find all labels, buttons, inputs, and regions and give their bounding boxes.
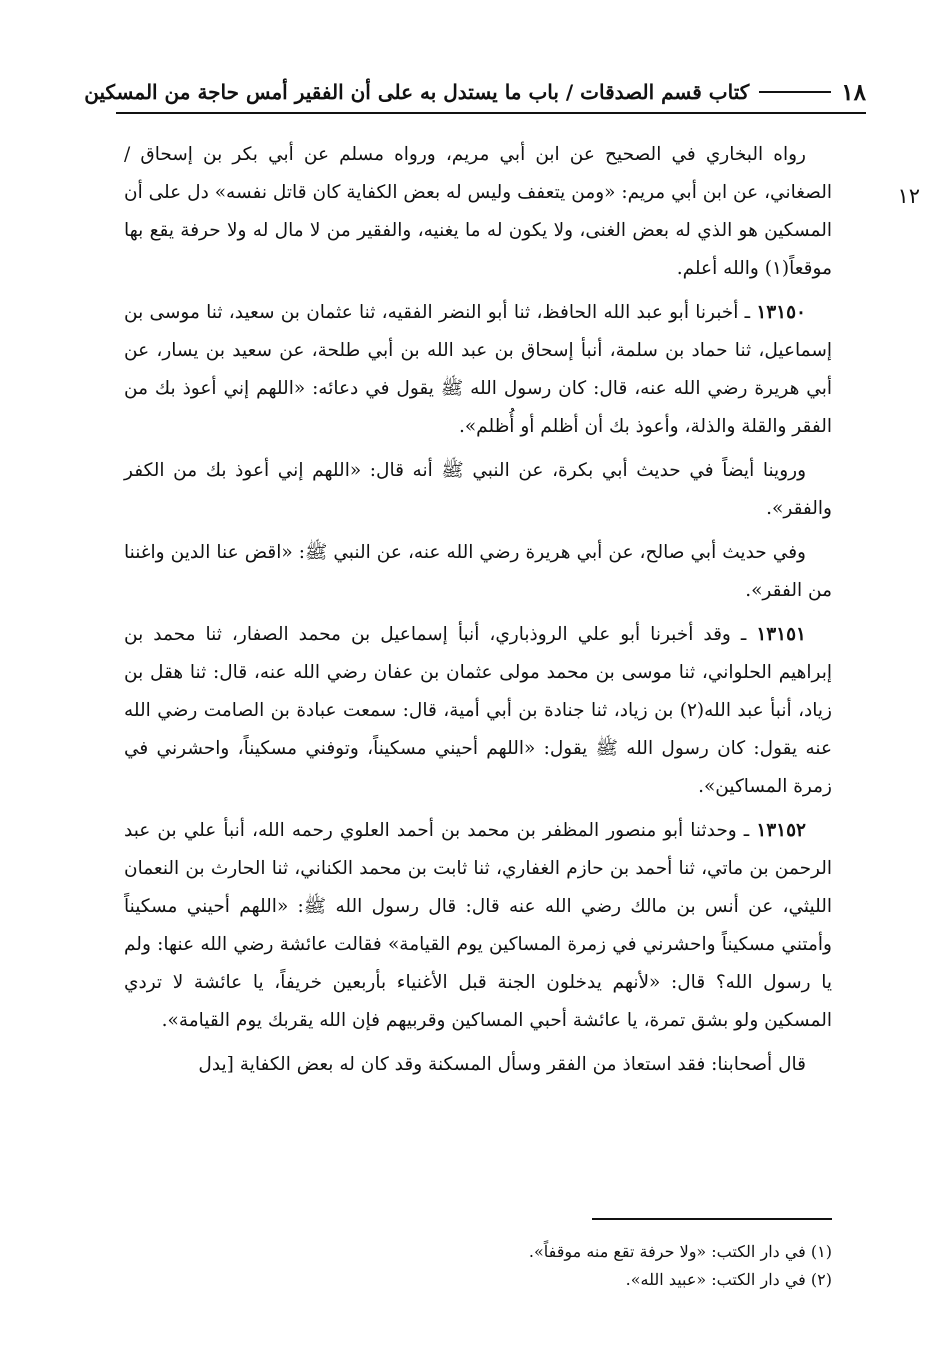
footnote: (١) في دار الكتب: «ولا حرفة تقع منه موقفاً». xyxy=(528,1242,832,1261)
paragraph-text: ـ أخبرنا أبو عبد الله الحافظ، ثنا أبو النضر الفقيه، ثنا عثمان بن سعيد، ثنا موسى بن إسماعيل، ثنا حماد بن سلمة، أنبأ إسحاق بن عبد الله بن أبي طلحة، عن سعيد بن يسار، عن أبي هريرة رضي الله عنه، قال: كان رسول الله ﷺ يقول في دعائه: «اللهم إني أعوذ بك من الفقر والقلة والذلة، وأعوذ بك أن أظلم أو أُظلم». xyxy=(124,302,832,437)
footnote: (٢) في دار الكتب: «عبيد الله». xyxy=(625,1270,832,1289)
footnote-separator xyxy=(592,1218,832,1220)
margin-marker: ١٢ xyxy=(897,184,920,208)
header-title: كتاب قسم الصدقات / باب ما يستدل به على أن الفقير أمس حاجة من المسكين xyxy=(84,80,750,104)
hadith-number: ١٣١٥٢ xyxy=(756,820,806,841)
paragraph xyxy=(124,294,832,446)
paragraph xyxy=(124,616,832,806)
paragraph-text: قال أصحابنا: فقد استعاذ من الفقر وسأل المسكنة وقد كان له بعض الكفاية [يدل xyxy=(198,1054,806,1075)
page-number: ١٨ xyxy=(841,78,866,106)
running-header xyxy=(84,72,866,114)
hadith-number: ١٣١٥١ xyxy=(756,624,806,645)
paragraph xyxy=(124,812,832,1040)
paragraph xyxy=(124,534,832,610)
paragraph-text: رواه البخاري في الصحيح عن ابن أبي مريم، ورواه مسلم عن أبي بكر بن إسحاق / الصغاني، عن ابن أبي مريم: «ومن يتعفف وليس له بعض الكفاية كان قاتل نفسه» دل على أن المسكين هو الذي له بعض الغنى، ولا يكون له ما يغنيه، والفقير من لا مال له ولا حرفة يقع بها موقعاً(١) والله أعلم. xyxy=(124,144,832,279)
paragraph-text: ـ وحدثنا أبو منصور المظفر بن محمد بن أحمد العلوي رحمه الله، أنبأ علي بن عبد الرحمن بن ماتي، ثنا أحمد بن حازم الغفاري، ثنا ثابت بن محمد الكناني، ثنا الحارث بن النعمان الليثي، عن أنس بن مالك رضي الله عنه قال: قال رسول الله ﷺ: «اللهم أحيني مسكيناً وأمتني مسكيناً واحشرني في زمرة المساكين يوم القيامة» فقالت عائشة رضي الله عنها: ولم يا رسول الله؟ قال: «لأنهم يدخلون الجنة قبل الأغنياء بأربعين خريفاً، يا عائشة لا تردي المسكين ولو بشق تمرة، يا عائشة أحبي المساكين وقربيهم فإن الله يقربك يوم القيامة». xyxy=(124,820,832,1031)
header-dash xyxy=(759,91,831,93)
paragraph-text: ـ وقد أخبرنا أبو علي الروذباري، أنبأ إسماعيل بن محمد الصفار، ثنا محمد بن إبراهيم الحلواني، ثنا موسى بن محمد مولى عثمان بن عفان رضي الله عنه، قال: ثنا هقل بن زياد، أنبأ عبد الله(٢) بن زياد، ثنا جنادة بن أبي أمية، قال: سمعت عبادة بن الصامت رضي الله عنه يقول: كان رسول الله ﷺ يقول: «اللهم أحيني مسكيناً، وتوفني مسكيناً، واحشرني في زمرة المساكين». xyxy=(124,624,832,797)
footnotes xyxy=(124,1218,832,1294)
paragraph xyxy=(124,1046,832,1084)
paragraph-text: وفي حديث أبي صالح، عن أبي هريرة رضي الله عنه، عن النبي ﷺ: «اقض عنا الدين واغننا من الفقر». xyxy=(124,542,832,601)
paragraph xyxy=(124,136,832,288)
main-text xyxy=(124,136,832,1090)
paragraph xyxy=(124,452,832,528)
hadith-number: ١٣١٥٠ xyxy=(756,302,806,323)
paragraph-text: وروينا أيضاً في حديث أبي بكرة، عن النبي ﷺ أنه قال: «اللهم إني أعوذ بك من الكفر والفقر». xyxy=(124,460,832,519)
